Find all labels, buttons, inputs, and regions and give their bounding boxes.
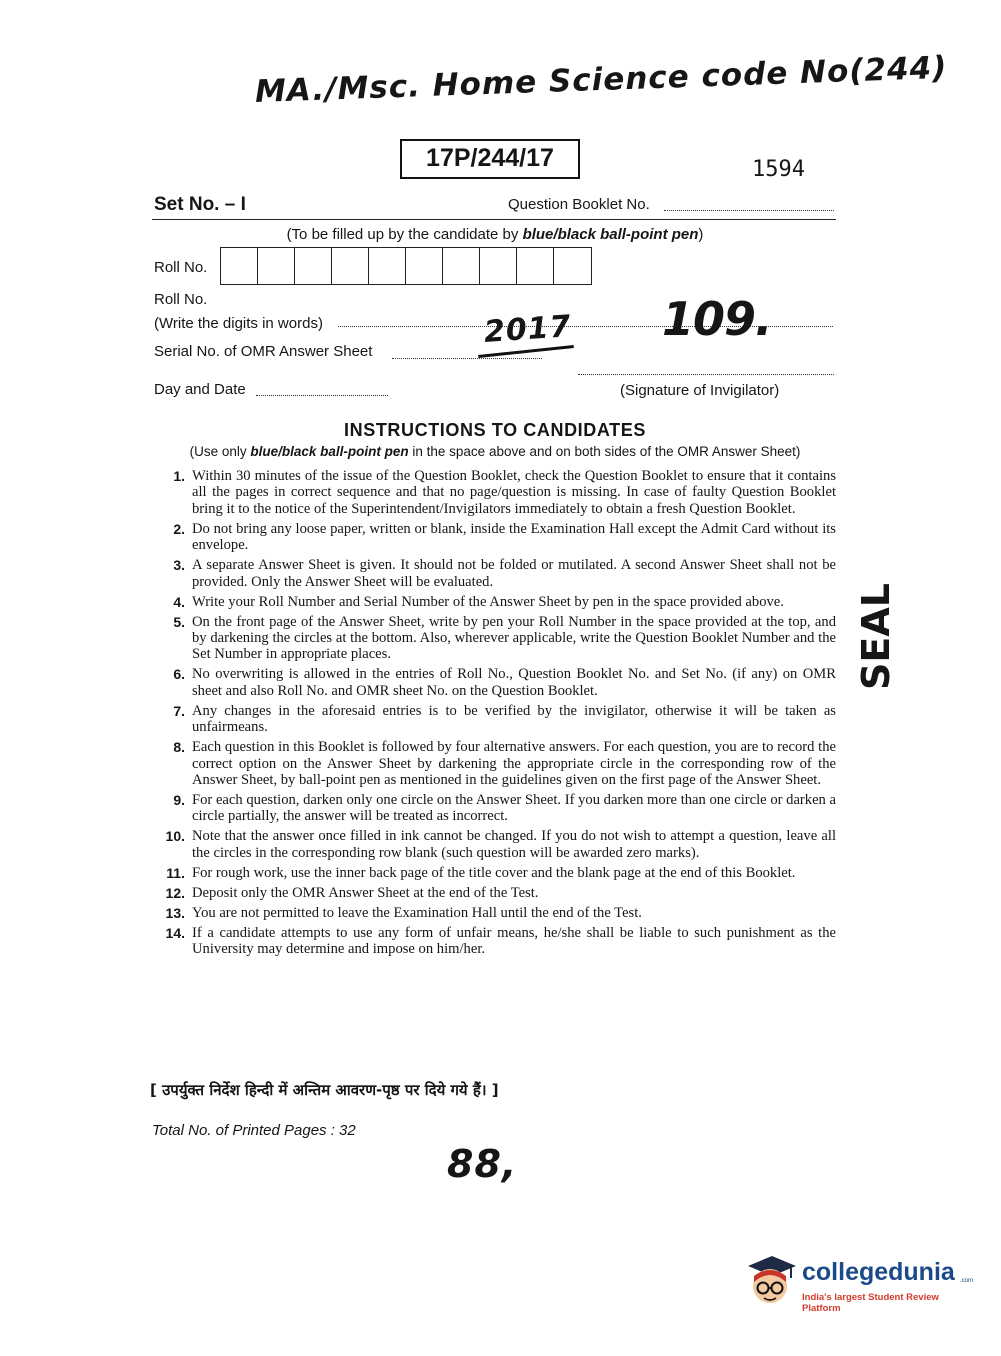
- instruction-number: 10.: [165, 828, 185, 845]
- instruction-number: 3.: [173, 557, 185, 574]
- instruction-number: 8.: [173, 739, 185, 756]
- roll-no-words-label-line1: Roll No.: [154, 291, 208, 308]
- collegedunia-dotcom: .com: [960, 1278, 974, 1284]
- booklet-serial-number: 1594: [752, 157, 805, 182]
- hindi-instructions-note: [ उपर्युक्त निर्देश हिन्दी में अन्तिम आवरण-पृष्ठ पर दिये गये हैं। ]: [150, 1081, 499, 1099]
- day-date-field[interactable]: [256, 395, 388, 396]
- roll-digit-box[interactable]: [554, 248, 591, 284]
- instruction-number: 6.: [173, 666, 185, 683]
- total-printed-pages: Total No. of Printed Pages : 32: [152, 1122, 356, 1139]
- roll-digit-box[interactable]: [517, 248, 554, 284]
- set-number: Set No. – I: [154, 194, 246, 215]
- instruction-text: You are not permitted to leave the Examination Hall until the end of the Test.: [192, 904, 642, 921]
- instruction-item: [158, 865, 836, 881]
- instruction-number: 7.: [173, 702, 185, 719]
- question-booklet-field[interactable]: [664, 210, 834, 211]
- collegedunia-watermark: [742, 1252, 974, 1314]
- fill-note-pen: blue/black ball-point pen: [522, 226, 699, 243]
- instruction-number: 13.: [165, 904, 185, 921]
- instruction-item: [158, 594, 836, 610]
- collegedunia-tagline: India's largest Student Review Platform: [802, 1292, 939, 1314]
- instructions-pen-note: [150, 444, 840, 459]
- instructions-note-prefix: (Use only: [189, 444, 251, 459]
- roll-digit-box[interactable]: [295, 248, 332, 284]
- handwritten-subject-title: MA./Msc. Home Science code No(244): [254, 49, 948, 110]
- paper-code-box: 17P/244/17: [400, 139, 580, 179]
- roll-no-words-label: [154, 288, 323, 336]
- instruction-text: A separate Answer Sheet is given. It should not be folded or mutilated. A second Answer Sheet shall not be provided. Only the Answer Sheet will be evaluated.: [192, 557, 836, 590]
- roll-digit-box[interactable]: [369, 248, 406, 284]
- fill-note-prefix: (To be filled up by the candidate by: [286, 226, 523, 243]
- roll-digit-box[interactable]: [480, 248, 517, 284]
- instruction-text: Within 30 minutes of the issue of the Question Booklet, check the Question Booklet to ensure that it contains all the pages in correct sequence and that no page/question is missing. In case of faulty Question Booklet bring it to the notice of the Superintendent/Invigilators immediately to obtain a fresh Question Booklet.: [192, 468, 836, 517]
- instruction-text: On the front page of the Answer Sheet, write by pen your Roll Number in the space provided at the top, and by darkening the circles at the bottom. Also, wherever applicable, write the Question Booklet Number and the Set Number in appropriate places.: [192, 613, 836, 663]
- instructions-note-suffix: in the space above and on both sides of the OMR Answer Sheet): [408, 444, 801, 459]
- instruction-number: 14.: [165, 924, 185, 941]
- roll-digit-box[interactable]: [443, 248, 480, 284]
- handwritten-count: 88,: [447, 1142, 518, 1186]
- instruction-number: 2.: [173, 520, 185, 537]
- seal-stamp-text: SEAL: [854, 583, 898, 690]
- day-date-label: Day and Date: [154, 381, 246, 398]
- instructions-title: INSTRUCTIONS TO CANDIDATES: [344, 420, 646, 440]
- omr-serial-field[interactable]: [392, 358, 542, 359]
- handwritten-year: 2017: [482, 308, 573, 351]
- instructions-list: [158, 468, 836, 961]
- instruction-item: [158, 468, 836, 517]
- omr-serial-label: Serial No. of OMR Answer Sheet: [154, 343, 373, 360]
- invigilator-signature-field[interactable]: [578, 374, 834, 375]
- instruction-text: Note that the answer once filled in ink cannot be changed. If you do not wish to attempt a question, leave all the circles in the corresponding row blank (such question will be awarded zero marks).: [192, 828, 836, 861]
- roll-digit-box[interactable]: [406, 248, 443, 284]
- roll-digit-box[interactable]: [258, 248, 295, 284]
- roll-no-grid[interactable]: [220, 247, 592, 285]
- instruction-item: [158, 828, 836, 861]
- question-booklet-label: Question Booklet No.: [508, 196, 650, 213]
- instruction-text: For each question, darken only one circle on the Answer Sheet. If you darken more than one circle or darken a circle partially, the answer will be treated as incorrect.: [192, 792, 836, 825]
- fill-note-suffix: ): [698, 226, 704, 243]
- instruction-item: [158, 703, 836, 736]
- instruction-text: No overwriting is allowed in the entries of Roll No., Question Booklet No. and Set No. (if any) on OMR sheet and also Roll No. and OMR sheet No. on the Question Booklet.: [192, 666, 836, 699]
- instruction-number: 11.: [166, 864, 185, 881]
- collegedunia-brand: collegedunia: [802, 1258, 955, 1286]
- instruction-text: Deposit only the OMR Answer Sheet at the end of the Test.: [192, 884, 539, 901]
- instruction-item: [158, 666, 836, 699]
- roll-no-words-label-line2: (Write the digits in words): [154, 315, 323, 332]
- roll-digit-box[interactable]: [332, 248, 369, 284]
- header-divider: [152, 219, 836, 220]
- handwritten-roll-number: 109.: [662, 292, 772, 346]
- instruction-text: For rough work, use the inner back page of the title cover and the blank page at the end of this Booklet.: [192, 864, 796, 881]
- instruction-text: Each question in this Booklet is followed by four alternative answers. For each question, you are to record the correct option on the Answer Sheet by darkening the appropriate circle in the corresponding row of the Answer Sheet, by ball-point pen as mentioned in the guidelines given on the first page of the Answer Sheet.: [192, 739, 836, 789]
- instructions-note-pen: blue/black ball-point pen: [250, 444, 409, 459]
- instruction-text: Do not bring any loose paper, written or blank, inside the Examination Hall except the Admit Card without its envelope.: [192, 520, 836, 554]
- instruction-item: [158, 739, 836, 788]
- instruction-item: [158, 792, 836, 825]
- invigilator-signature-label: (Signature of Invigilator): [620, 382, 780, 399]
- instruction-text: Any changes in the aforesaid entries is to be verified by the invigilator, otherwise it will be taken as unfairmeans.: [192, 702, 836, 736]
- instruction-item: [158, 905, 836, 921]
- mascot-icon: [742, 1252, 798, 1310]
- instruction-item: [158, 557, 836, 590]
- roll-no-label: Roll No.: [154, 259, 208, 276]
- instruction-item: [158, 925, 836, 958]
- instruction-number: 9.: [173, 792, 185, 809]
- instruction-number: 4.: [173, 593, 185, 610]
- instruction-number: 1.: [173, 468, 185, 484]
- fill-instruction-note: [150, 226, 840, 243]
- instruction-item: [158, 521, 836, 554]
- instruction-item: [158, 614, 836, 663]
- instruction-number: 12.: [165, 884, 185, 901]
- instruction-text: If a candidate attempts to use any form of unfair means, he/she shall be liable to such punishment as the University may determine and impose on him/her.: [192, 924, 836, 958]
- instruction-text: Write your Roll Number and Serial Number of the Answer Sheet by pen in the space provided above.: [192, 593, 784, 610]
- roll-digit-box[interactable]: [221, 248, 258, 284]
- instruction-item: [158, 885, 836, 901]
- instruction-number: 5.: [173, 613, 185, 630]
